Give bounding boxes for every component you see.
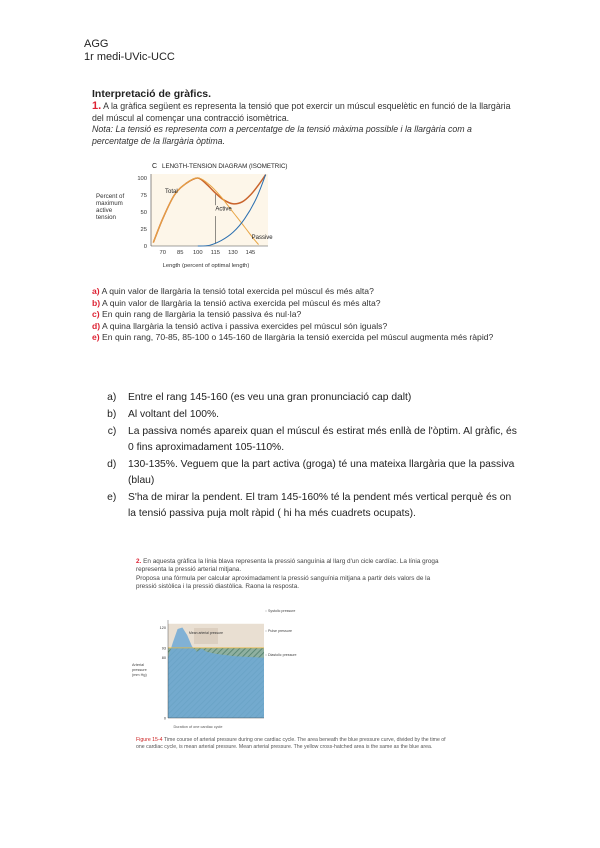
question-a-label: a) [92, 286, 100, 296]
y-tick-0: 0 [143, 244, 147, 250]
question-2-number: 2. [136, 558, 142, 565]
question-1-text: A la gràfica següent es representa la tensió que pot exercir un múscul esquelètic en funció de la llargària del múscul al començar una contracció isomètrica. [92, 101, 511, 123]
y-tick-100: 100 [137, 176, 147, 182]
chart-x-label: Length (percent of optimal length) [162, 263, 250, 269]
x-tick-130: 130 [228, 250, 238, 256]
x-tick-145: 145 [245, 250, 256, 256]
figure-caption-label: Figure 15-4 [136, 737, 163, 743]
chart2-label-0: Systolic pressure [268, 609, 296, 613]
chart2-label-1: Pulse pressure [268, 629, 292, 633]
y-tick-labels [137, 176, 147, 250]
question-e-text: En quin rang, 70-85, 85-100 o 145-160 de llargària la tensió exercida pel múscul augmenta més ràpid? [102, 332, 494, 343]
question-e [92, 332, 512, 344]
y-tick-25: 25 [140, 227, 147, 233]
annotation-total: Total [165, 188, 178, 195]
question-a-text: A quin valor de llargària la tensió total exercida pel múscul és més alta? [101, 286, 374, 296]
x-tick-115: 115 [210, 250, 220, 256]
answer-c: c. La passiva només apareix quan el múscul és estirat més enllà de l'òptim. Al gràfic, és 0 fins aproximadament 105-110%. [122, 424, 520, 456]
question-d-text: A quina llargària la tensió activa i passiva exercides pel múscul són iguals? [102, 320, 388, 331]
x-tick-100: 100 [192, 250, 203, 256]
chart-title: LENGTH-TENSION DIAGRAM (ISOMETRIC) [162, 163, 288, 170]
arterial-pressure-chart [132, 609, 306, 732]
figure-caption-text: Time course of arterial pressure during one cardiac cycle. The area beneath the blue pressure curve, divided by the time of one cardiac cycle, is mean arterial pressure. Mean arterial pressure. The yellow cross-hatched area is the same as the blue area. [136, 737, 446, 750]
chart2-y-tick-80: 80 [161, 656, 166, 661]
chart2-y-tick-93: 93 [161, 646, 166, 651]
question-list [92, 286, 512, 344]
chart-panel-letter: C [152, 163, 158, 170]
section-title: Interpretació de gràfics. [92, 88, 212, 100]
chart2-y-ticks [160, 626, 166, 720]
chart2-label-2: Diastolic pressure [268, 653, 297, 657]
question-1-note: Nota: La tensió es representa com a percentatge de la tensió màxima possible i la llargària com a percentatge de la llargària òptima. [92, 124, 472, 146]
question-2-text-2: Proposa una fórmula per calcular aproximadament la pressió sanguínia mitjana a partir dels valors de la pressió sistòlica i la pressió diastòlica. Raona la resposta. [136, 574, 431, 591]
answer-b: b. Al voltant del 100%. [122, 407, 520, 423]
figure-caption [136, 737, 448, 751]
question-b-text: A quin valor de llargària la tensió activa exercida pel múscul és més alta? [102, 297, 381, 308]
y-tick-75: 75 [140, 193, 147, 199]
question-d [92, 321, 512, 333]
question-c-label: c) [92, 309, 100, 320]
question-1-intro [92, 101, 512, 147]
chart2-y-tick-0: 0 [163, 716, 166, 721]
x-tick-labels [159, 250, 255, 256]
chart-y-label: Percent of maximum active tension [96, 193, 125, 221]
annotation-passive: Passive [251, 235, 273, 242]
question-c-text: En quin rang de llargària la tensió passiva és nul·la? [102, 309, 302, 320]
y-tick-50: 50 [140, 210, 147, 216]
chart2-y-label: Arterial pressure (mm Hg) [132, 663, 147, 677]
answer-e: e. S'ha de mirar la pendent. El tram 145-160% té la pendent més vertical perquè és on la tensió passiva puja molt ràpid ( hi ha més cuadrets ocupats). [122, 490, 520, 522]
annotation-active: Active [215, 206, 232, 213]
question-b [92, 298, 512, 310]
chart2-y-tick-120: 120 [159, 626, 166, 631]
answer-list [100, 390, 520, 523]
question-e-label: e) [92, 332, 100, 343]
question-1-number: 1. [92, 100, 102, 112]
question-b-label: b) [92, 297, 101, 308]
question-d-label: d) [92, 320, 101, 331]
answer-a: a. Entre el rang 145-160 (es veu una gran pronunciació cap dalt) [122, 390, 520, 406]
header-line-2: 1r medi-UVic-UCC [84, 51, 175, 63]
question-2-text-1: En aquesta gràfica la línia blava representa la pressió sanguínia al llarg d'un cicle cardíac. La línia groga representa la pressió arterial mitjana. [136, 558, 439, 574]
chart2-label-mean: Mean arterial pressure [189, 631, 223, 635]
question-a [92, 286, 512, 298]
x-tick-85: 85 [177, 250, 184, 256]
answer-d: d. 130-135%. Veguem que la part activa (groga) té una mateixa llargària que la passiva (blau) [122, 457, 520, 489]
question-c [92, 309, 512, 321]
header-line-1: AGG [84, 38, 109, 50]
length-tension-chart [96, 160, 286, 280]
x-tick-70: 70 [159, 250, 166, 256]
question-2 [136, 558, 446, 592]
chart2-x-label: Duration of one cardiac cycle [173, 725, 223, 729]
